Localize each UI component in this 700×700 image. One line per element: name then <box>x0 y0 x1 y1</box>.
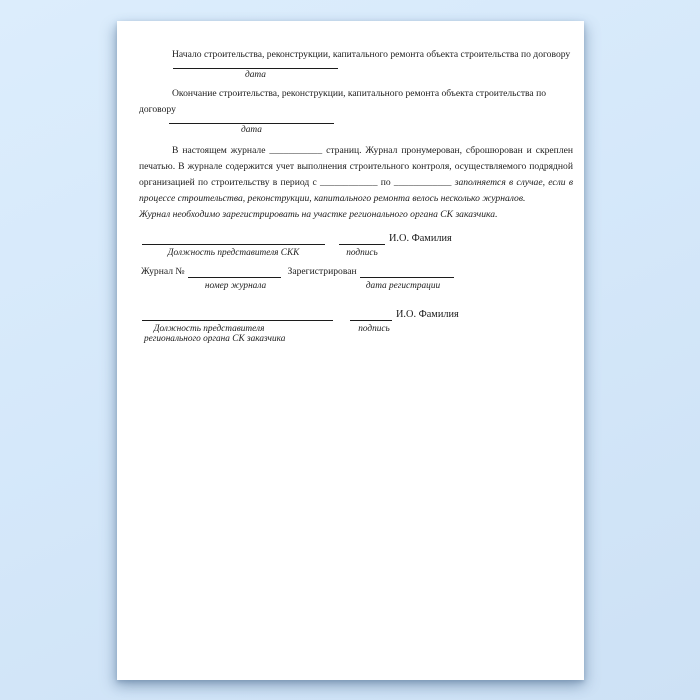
skk-position-blank-line[interactable] <box>142 233 325 245</box>
journal-registered-label: Зарегистрирован <box>287 266 357 277</box>
skk-name-placeholder: И.О. Фамилия <box>389 233 452 244</box>
regional-signature-labels <box>139 321 573 344</box>
start-sentence: Начало строительства, реконструкции, капитального ремонта объекта строительства по договору <box>172 49 571 60</box>
paragraph-line-3 <box>139 175 573 191</box>
spacer <box>282 281 356 292</box>
registration-date-blank-line[interactable] <box>360 266 454 278</box>
skk-signature-blank-line[interactable] <box>339 233 385 245</box>
spacer <box>325 248 339 259</box>
journal-number-blank-line[interactable] <box>188 266 281 278</box>
regional-name-placeholder: И.О. Фамилия <box>396 309 459 320</box>
end-date-field <box>169 119 334 136</box>
regional-position-label <box>144 324 286 344</box>
journal-number-prefix: Журнал № <box>141 266 185 277</box>
paragraph-line-5: Журнал необходимо зарегистрировать на участке регионального органа СК заказчика. <box>139 209 498 220</box>
regional-signature-blank-line[interactable] <box>350 309 392 321</box>
end-date-hint: дата <box>240 125 262 135</box>
regional-position-label-line2: регионального органа СК заказчика <box>144 334 286 344</box>
paragraph-line-2-text: печатью. В журнале содержится учет выполнения строительного контроля, осуществляемого подрядной <box>139 161 573 172</box>
regional-position-blank-line[interactable] <box>142 309 333 321</box>
main-paragraph <box>139 143 573 223</box>
document-page <box>117 21 584 680</box>
journal-number-hint: номер журнала <box>204 281 267 291</box>
paragraph-line-2 <box>139 159 573 175</box>
skk-position-label: Должность представителя СКК <box>167 248 300 258</box>
paragraph-line-1 <box>139 143 573 159</box>
paragraph-line-1-text: В настоящем журнале ___________ страниц. Журнал пронумерован, сброшюрован и скреплен <box>172 145 573 156</box>
spacer <box>274 324 353 344</box>
regional-sign-label: подпись <box>358 324 390 334</box>
start-date-field <box>173 64 338 81</box>
regional-signature-row <box>139 309 573 321</box>
skk-signature-row <box>139 233 573 245</box>
spacer <box>141 281 189 292</box>
start-date-hint: дата <box>244 70 266 80</box>
regional-position-label-line1: Должность представителя <box>153 324 265 334</box>
paragraph-line-3-italic: заполняется в случае, если в <box>454 177 573 188</box>
registration-date-hint: дата регистрации <box>365 281 441 291</box>
skk-signature-labels <box>139 245 573 259</box>
paragraph-line-4: процессе строительства, реконструкции, капитального ремонта велось несколько журналов. <box>139 193 526 204</box>
journal-registration-row <box>139 266 573 278</box>
paragraph-line-3-regular: организацией по строительству в период с ____________ по ____________ <box>139 177 452 188</box>
skk-sign-label: подпись <box>346 248 378 258</box>
journal-row-labels <box>139 278 573 292</box>
end-sentence: Окончание строительства, реконструкции, капитального ремонта объекта строительства по договору <box>139 88 547 115</box>
